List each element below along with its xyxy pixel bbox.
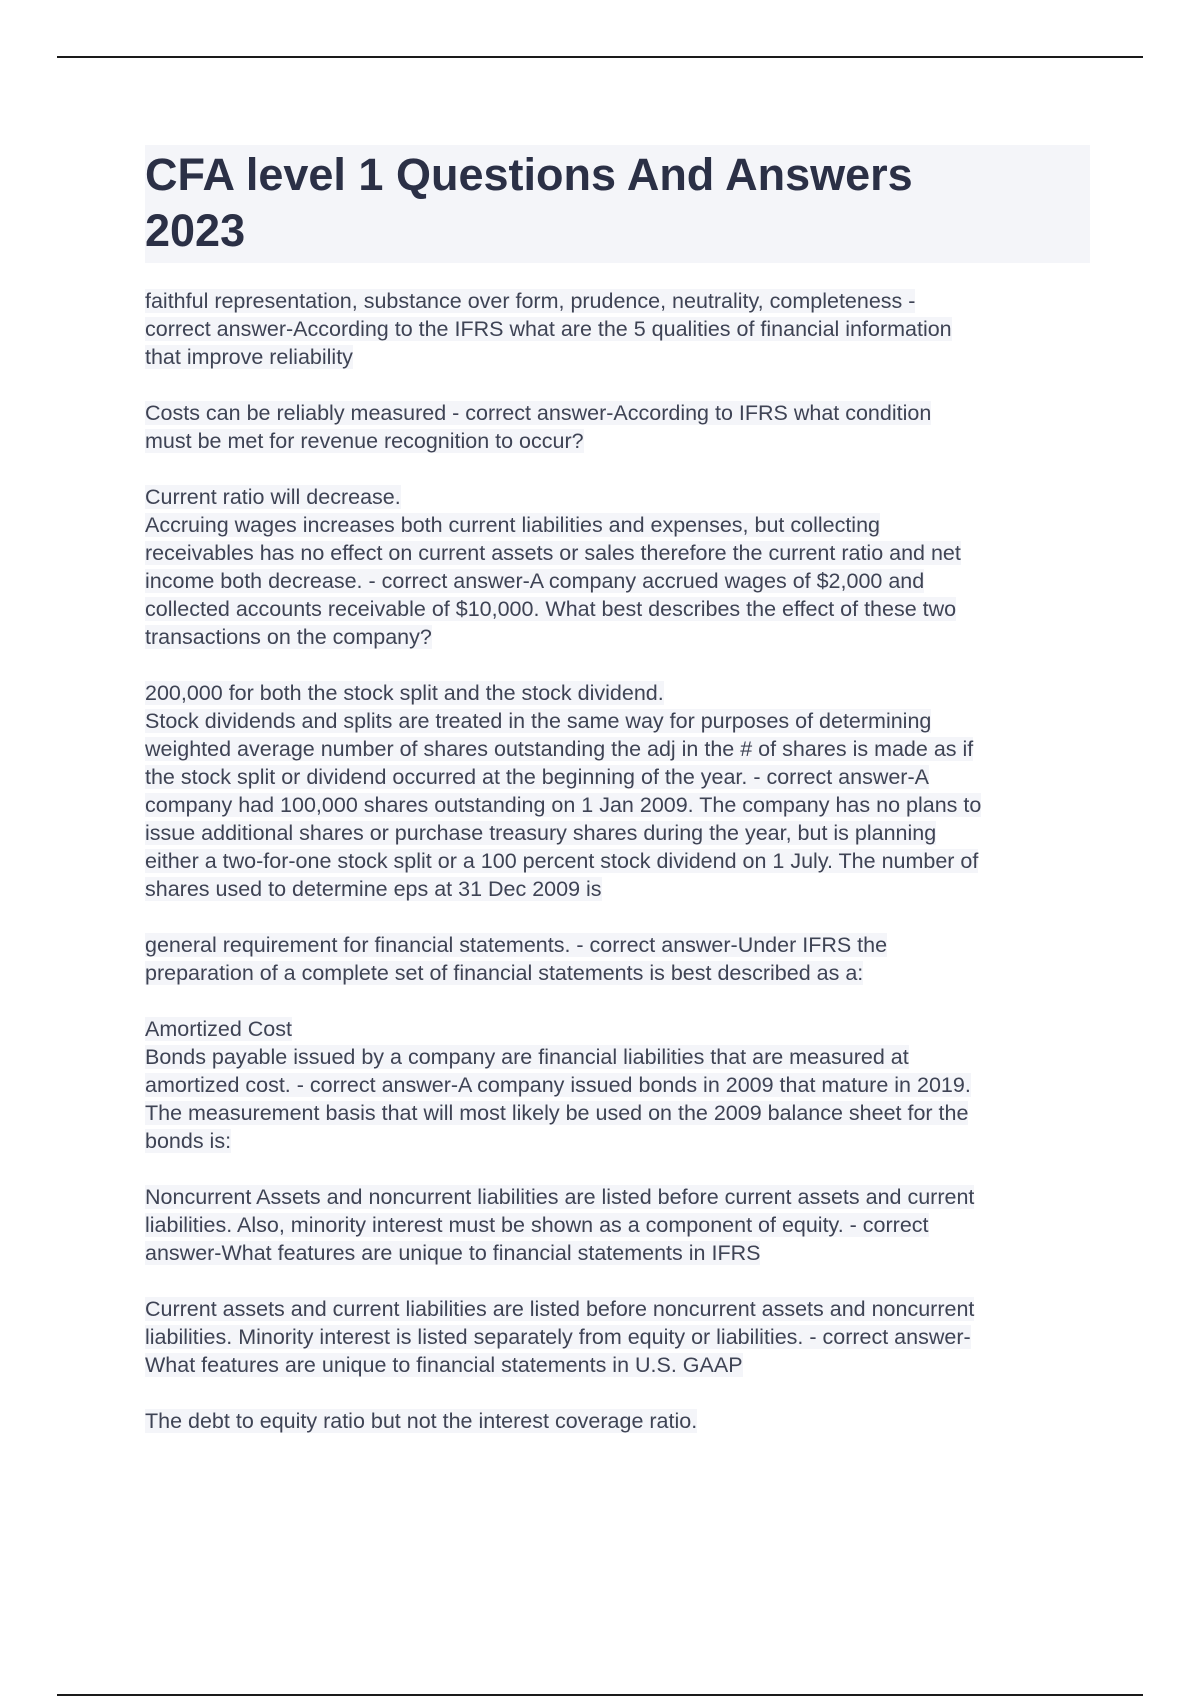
qa-line (145, 1211, 1090, 1239)
qa-line-text: Amortized Cost (145, 1017, 292, 1041)
qa-line (145, 623, 1090, 651)
qa-line (145, 483, 1090, 511)
qa-line (145, 315, 1090, 343)
qa-line (145, 791, 1090, 819)
qa-line-text: Noncurrent Assets and noncurrent liabilities are listed before current assets and current (145, 1185, 975, 1209)
qa-line-text: 200,000 for both the stock split and the stock dividend. (145, 681, 664, 705)
qa-line-text: bonds is: (145, 1129, 232, 1153)
qa-line (145, 399, 1090, 427)
qa-line-text: company had 100,000 shares outstanding on 1 Jan 2009. The company has no plans to (145, 793, 982, 817)
qa-line (145, 819, 1090, 847)
qa-line-text: transactions on the company? (145, 625, 432, 649)
qa-line-text: must be met for revenue recognition to occur? (145, 429, 584, 453)
qa-line (145, 343, 1090, 371)
qa-entry (145, 483, 1090, 651)
qa-line-text: issue additional shares or purchase treasury shares during the year, but is planning (145, 821, 937, 845)
qa-line-text: faithful representation, substance over form, prudence, neutrality, completeness - (145, 289, 916, 313)
qa-entry (145, 1407, 1090, 1435)
qa-line (145, 427, 1090, 455)
qa-list (145, 287, 1090, 1435)
qa-entry (145, 679, 1090, 903)
qa-line-text: Stock dividends and splits are treated in the same way for purposes of determining (145, 709, 932, 733)
qa-line-text: preparation of a complete set of financial statements is best described as a: (145, 961, 864, 985)
qa-line-text: that improve reliability (145, 345, 353, 369)
qa-line (145, 959, 1090, 987)
qa-line-text: income both decrease. - correct answer-A company accrued wages of $2,000 and (145, 569, 925, 593)
footer-rule (57, 1694, 1143, 1696)
qa-line-text: weighted average number of shares outstanding the adj in the # of shares is made as if (145, 737, 974, 761)
qa-entry (145, 287, 1090, 371)
qa-line-text: the stock split or dividend occurred at the beginning of the year. - correct answer-A (145, 765, 929, 789)
qa-line-text: amortized cost. - correct answer-A company issued bonds in 2009 that mature in 2019. (145, 1073, 971, 1097)
qa-line (145, 679, 1090, 707)
qa-line (145, 1239, 1090, 1267)
qa-line (145, 735, 1090, 763)
qa-line (145, 847, 1090, 875)
qa-line-text: Current ratio will decrease. (145, 485, 401, 509)
qa-line (145, 1323, 1090, 1351)
qa-entry (145, 1183, 1090, 1267)
qa-line-text: either a two-for-one stock split or a 100 percent stock dividend on 1 July. The number of (145, 849, 979, 873)
qa-line (145, 1071, 1090, 1099)
qa-entry (145, 1295, 1090, 1379)
qa-line (145, 1015, 1090, 1043)
qa-line-text: Costs can be reliably measured - correct answer-According to IFRS what condition (145, 401, 932, 425)
qa-line (145, 539, 1090, 567)
qa-line-text: Bonds payable issued by a company are financial liabilities that are measured at (145, 1045, 909, 1069)
document-title (145, 147, 1086, 259)
qa-line-text: receivables has no effect on current assets or sales therefore the current ratio and net (145, 541, 961, 565)
title-line: CFA level 1 Questions And Answers (145, 149, 913, 200)
qa-line (145, 931, 1090, 959)
qa-line (145, 1043, 1090, 1071)
qa-line (145, 707, 1090, 735)
qa-line (145, 511, 1090, 539)
qa-entry (145, 1015, 1090, 1155)
qa-line-text: The measurement basis that will most likely be used on the 2009 balance sheet for the (145, 1101, 969, 1125)
qa-line (145, 1351, 1090, 1379)
qa-line (145, 1407, 1090, 1435)
qa-line-text: liabilities. Minority interest is listed separately from equity or liabilities. - correct answer- (145, 1325, 971, 1349)
qa-line (145, 763, 1090, 791)
qa-line (145, 1099, 1090, 1127)
qa-line-text: The debt to equity ratio but not the interest coverage ratio. (145, 1409, 698, 1433)
qa-line (145, 875, 1090, 903)
qa-line-text: shares used to determine eps at 31 Dec 2009 is (145, 877, 602, 901)
document-body (145, 145, 1090, 1463)
qa-line-text: Accruing wages increases both current liabilities and expenses, but collecting (145, 513, 880, 537)
qa-line (145, 1183, 1090, 1211)
qa-entry (145, 931, 1090, 987)
title-line: 2023 (145, 205, 246, 256)
header-rule (57, 56, 1143, 58)
qa-line-text: general requirement for financial statements. - correct answer-Under IFRS the (145, 933, 888, 957)
qa-line-text: correct answer-According to the IFRS what are the 5 qualities of financial information (145, 317, 952, 341)
qa-line (145, 1127, 1090, 1155)
qa-line (145, 1295, 1090, 1323)
title-block (145, 145, 1090, 263)
qa-line-text: answer-What features are unique to financial statements in IFRS (145, 1241, 761, 1265)
qa-line (145, 287, 1090, 315)
qa-line-text: What features are unique to financial statements in U.S. GAAP (145, 1353, 743, 1377)
qa-line (145, 595, 1090, 623)
qa-line-text: Current assets and current liabilities are listed before noncurrent assets and noncurrent (145, 1297, 975, 1321)
qa-line-text: liabilities. Also, minority interest must be shown as a component of equity. - correct (145, 1213, 929, 1237)
qa-entry (145, 399, 1090, 455)
qa-line-text: collected accounts receivable of $10,000. What best describes the effect of these two (145, 597, 957, 621)
qa-line (145, 567, 1090, 595)
